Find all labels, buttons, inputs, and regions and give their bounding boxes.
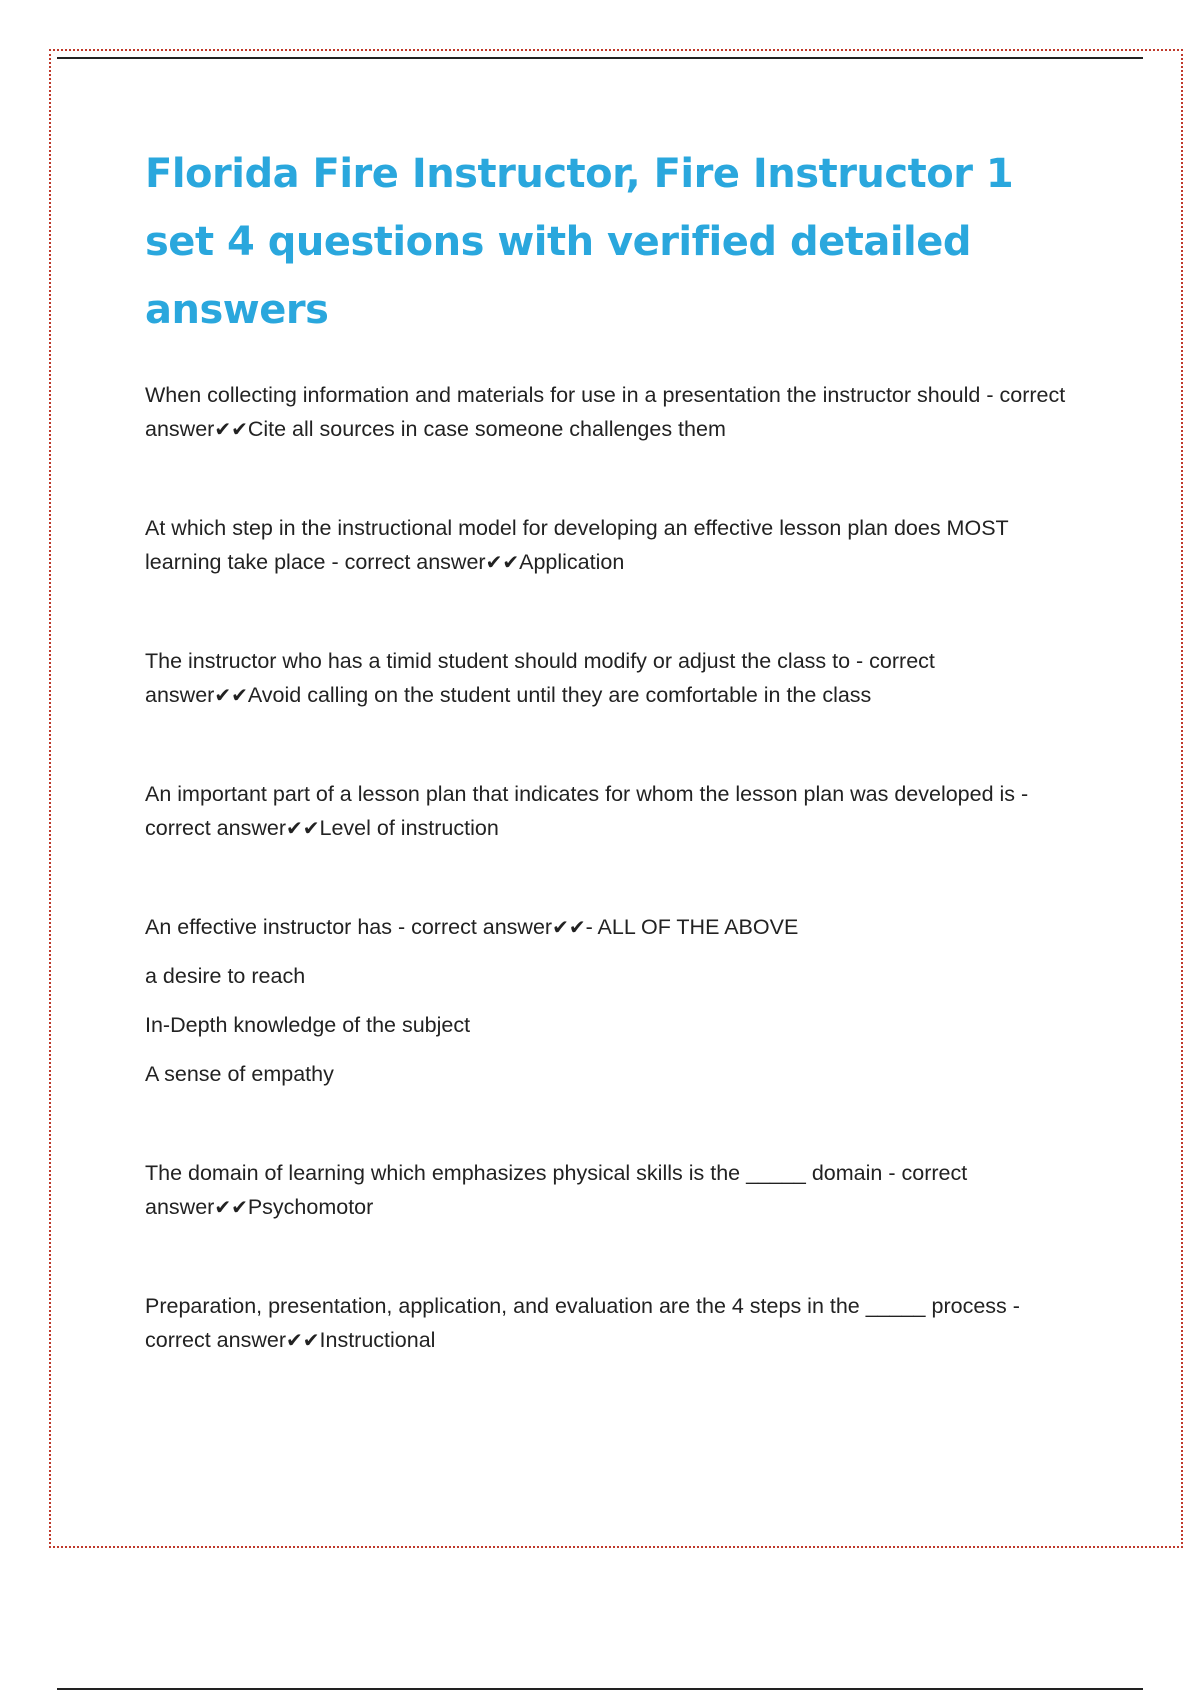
double-check-icon: ✔✔ [552,915,586,939]
question-text: An important part of a lesson plan that indicates for whom the lesson plan was developed is [145,782,1022,806]
answer-option: In-Depth knowledge of the subject [145,1013,471,1037]
answer-text: Avoid calling on the student until they are comfortable in the class [247,683,872,707]
qa-item [145,1289,1085,1357]
double-check-icon: ✔✔ [286,1328,320,1352]
double-check-icon: ✔✔ [214,417,248,441]
document-title: Florida Fire Instructor, Fire Instructor 1 set 4 questions with verified detailed answers [145,151,1014,333]
question-text: At which step in the instructional model for developing an effective lesson plan does MOST learning take place [145,516,1009,574]
question-text: The instructor who has a timid student should modify or adjust the class to [145,649,851,673]
question-text: The domain of learning which emphasizes physical skills is the _____ domain [145,1161,883,1185]
answer-marker: - correct answer [145,649,935,707]
answer-marker: - correct answer [145,782,1029,840]
answer-option: a desire to reach [145,964,306,988]
qa-item [145,378,1085,446]
qa-item [145,1156,1085,1224]
double-check-icon: ✔✔ [485,550,520,574]
question-text: Preparation, presentation, application, and evaluation are the 4 steps in the _____ process [145,1294,1007,1318]
question-text: An effective instructor has [145,915,392,939]
answer-marker: - correct answer [325,550,486,574]
qa-item [145,910,1085,944]
answer-option: A sense of empathy [145,1062,334,1086]
answer-text: - ALL OF THE ABOVE [585,915,799,939]
double-check-icon: ✔✔ [214,1195,248,1219]
answer-marker: - correct answer [145,1161,968,1219]
answer-text: Level of instruction [319,816,499,840]
question-text: When collecting information and materials for use in a presentation the instructor should [145,383,981,407]
answer-text: Psychomotor [247,1195,374,1219]
qa-item [145,644,1085,712]
double-check-icon: ✔✔ [214,683,248,707]
header-rule [57,57,1143,59]
answer-text: Application [519,550,625,574]
qa-item [145,511,1085,579]
qa-item [145,777,1085,845]
answer-marker: - correct answer [145,1294,1020,1352]
qa-list [145,378,1085,1422]
footer-rule [57,1688,1143,1690]
answer-text: Instructional [319,1328,436,1352]
answer-marker: - correct answer [145,383,1066,441]
double-check-icon: ✔✔ [286,816,320,840]
answer-text: Cite all sources in case someone challenges them [247,417,726,441]
answer-marker: - correct answer [391,915,553,939]
